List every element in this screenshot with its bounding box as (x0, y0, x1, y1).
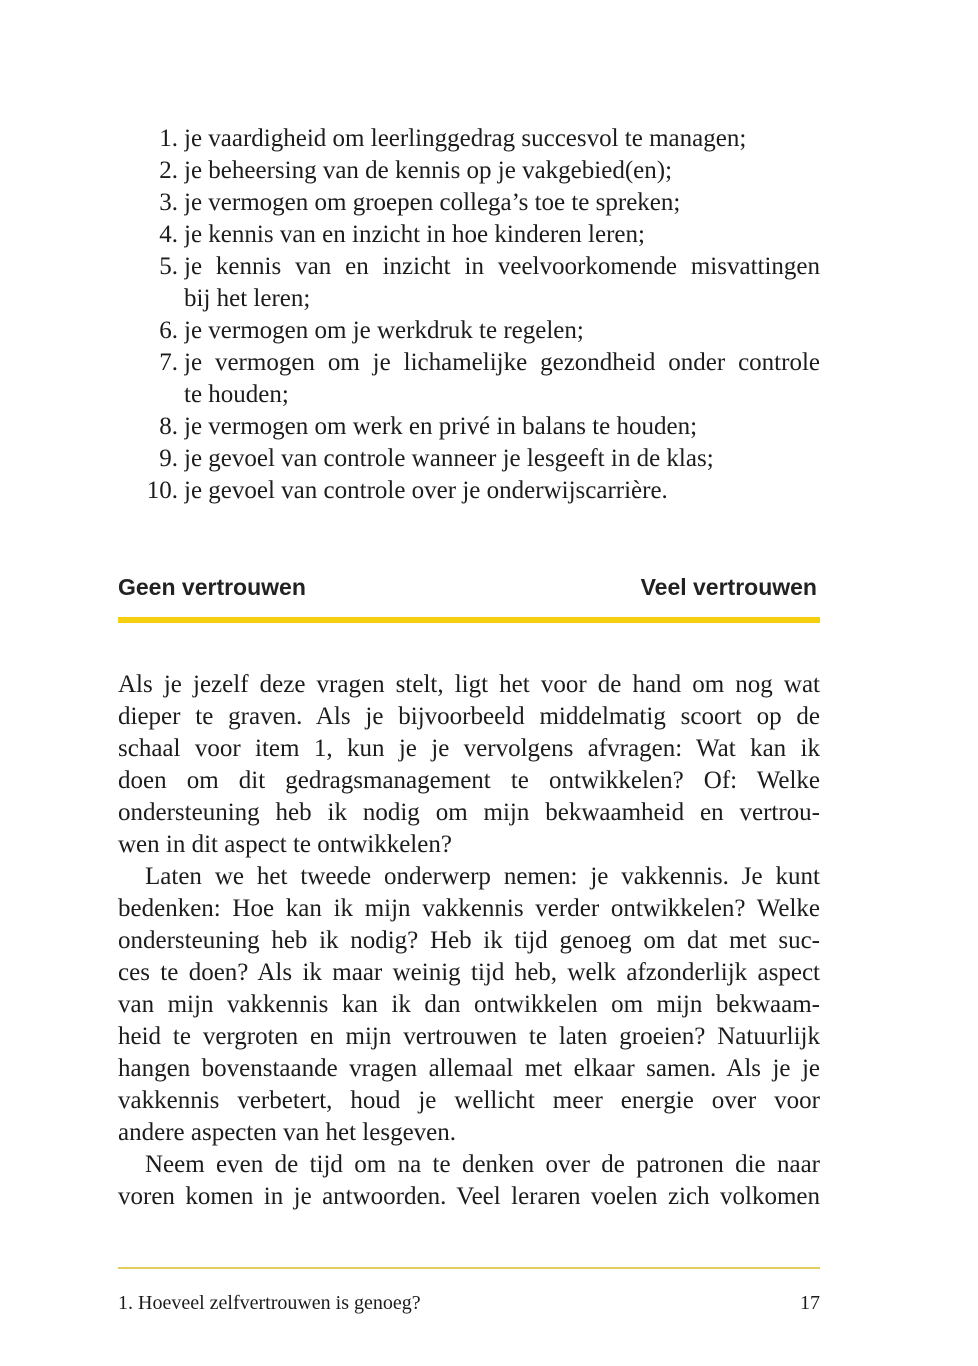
list-item-number: 10. (146, 477, 178, 504)
paragraph (118, 1149, 820, 1213)
list-item-text: je vermogen om je werkdruk te regelen; (184, 317, 584, 344)
footer-rule (118, 1267, 820, 1269)
list-item-number: 5. (159, 253, 178, 280)
text-line: heid te vergroten en mijn vertrouwen te laten groeien? Natuurlijk (118, 1023, 820, 1050)
list-item (118, 187, 820, 219)
list-item (118, 475, 820, 507)
list-item-body (184, 155, 820, 187)
list-item-number: 3. (159, 189, 178, 216)
text-line: Neem even de tijd om na te denken over de patronen die naar (145, 1151, 820, 1178)
list-item-text: bij het leren; (184, 285, 311, 312)
list-item-text: je vermogen om je lichamelijke gezondheid onder controle (184, 349, 820, 376)
numbered-list (118, 123, 820, 507)
text-line: schaal voor item 1, kun je je vervolgens afvragen: Wat kan ik (118, 735, 820, 762)
list-item-text: te houden; (184, 381, 289, 408)
list-item-body (184, 251, 820, 315)
text-line: voren komen in je antwoorden. Veel leraren voelen zich volkomen (118, 1183, 820, 1210)
list-item (118, 411, 820, 443)
text-line: dieper te graven. Als je bijvoorbeeld middelmatig scoort op de (118, 703, 820, 730)
list-item (118, 123, 820, 155)
list-item-body (184, 347, 820, 411)
text-line: bedenken: Hoe kan ik mijn vakkennis verder ontwikkelen? Welke (118, 895, 820, 922)
list-item-number: 2. (159, 157, 178, 184)
page-footer (118, 1290, 820, 1316)
text-line: doen om dit gedragsmanagement te ontwikkelen? Of: Welke (118, 767, 820, 794)
list-item-text: je beheersing van de kennis op je vakgebied(en); (184, 157, 673, 184)
text-line: wen in dit aspect te ontwikkelen? (118, 831, 452, 858)
list-item-text: je gevoel van controle over je onderwijscarrière. (184, 477, 668, 504)
paragraph (118, 861, 820, 1149)
list-item-body (184, 187, 820, 219)
list-item-number: 4. (159, 221, 178, 248)
list-item-text: je kennis van en inzicht in hoe kinderen leren; (184, 221, 645, 248)
list-item (118, 315, 820, 347)
list-item-text: je vermogen om groepen collega’s toe te spreken; (184, 189, 681, 216)
body-text (118, 669, 820, 1213)
list-item-text: je vermogen om werk en privé in balans te houden; (184, 413, 698, 440)
list-item (118, 219, 820, 251)
scale-left-label: Geen vertrouwen (118, 574, 306, 600)
page-number: 17 (800, 1292, 820, 1314)
list-item-body (184, 411, 820, 443)
confidence-scale-bar (118, 617, 820, 623)
list-item-text: je kennis van en inzicht in veelvoorkomende misvattingen (184, 253, 820, 280)
text-line: Laten we het tweede onderwerp nemen: je vakkennis. Je kunt (145, 863, 820, 890)
text-line: Als je jezelf deze vragen stelt, ligt het voor de hand om nog wat (118, 671, 820, 698)
list-item-body (184, 219, 820, 251)
text-line: vakkennis verbetert, houd je wellicht meer energie over voor (118, 1087, 820, 1114)
text-line: ondersteuning heb ik nodig? Heb ik tijd genoeg om dat met suc- (118, 927, 820, 954)
text-line: ondersteuning heb ik nodig om mijn bekwaamheid en vertrou- (118, 799, 820, 826)
confidence-scale-labels (118, 572, 817, 602)
text-line: andere aspecten van het lesgeven. (118, 1119, 457, 1146)
list-item-number: 9. (159, 445, 178, 472)
list-item (118, 251, 820, 315)
list-item-body (184, 123, 820, 155)
list-item (118, 443, 820, 475)
text-line: ces te doen? Als ik maar weinig tijd heb, welk afzonderlijk aspect (118, 959, 820, 986)
list-item-number: 7. (159, 349, 178, 376)
list-item-number: 6. (159, 317, 178, 344)
running-chapter-title: 1. Hoeveel zelfvertrouwen is genoeg? (118, 1292, 421, 1314)
list-item (118, 347, 820, 411)
list-item-text: je gevoel van controle wanneer je lesgeeft in de klas; (184, 445, 714, 472)
list-item-number: 1. (159, 125, 178, 152)
paragraph (118, 669, 820, 861)
text-line: hangen bovenstaande vragen allemaal met elkaar samen. Als je je (118, 1055, 820, 1082)
text-line: van mijn vakkennis kan ik dan ontwikkelen om mijn bekwaam- (118, 991, 820, 1018)
scale-right-label: Veel vertrouwen (640, 574, 817, 600)
list-item-body (184, 443, 820, 475)
list-item-body (184, 315, 820, 347)
list-item-text: je vaardigheid om leerlinggedrag succesvol te managen; (184, 125, 747, 152)
list-item-number: 8. (159, 413, 178, 440)
list-item (118, 155, 820, 187)
list-item-body (184, 475, 820, 507)
